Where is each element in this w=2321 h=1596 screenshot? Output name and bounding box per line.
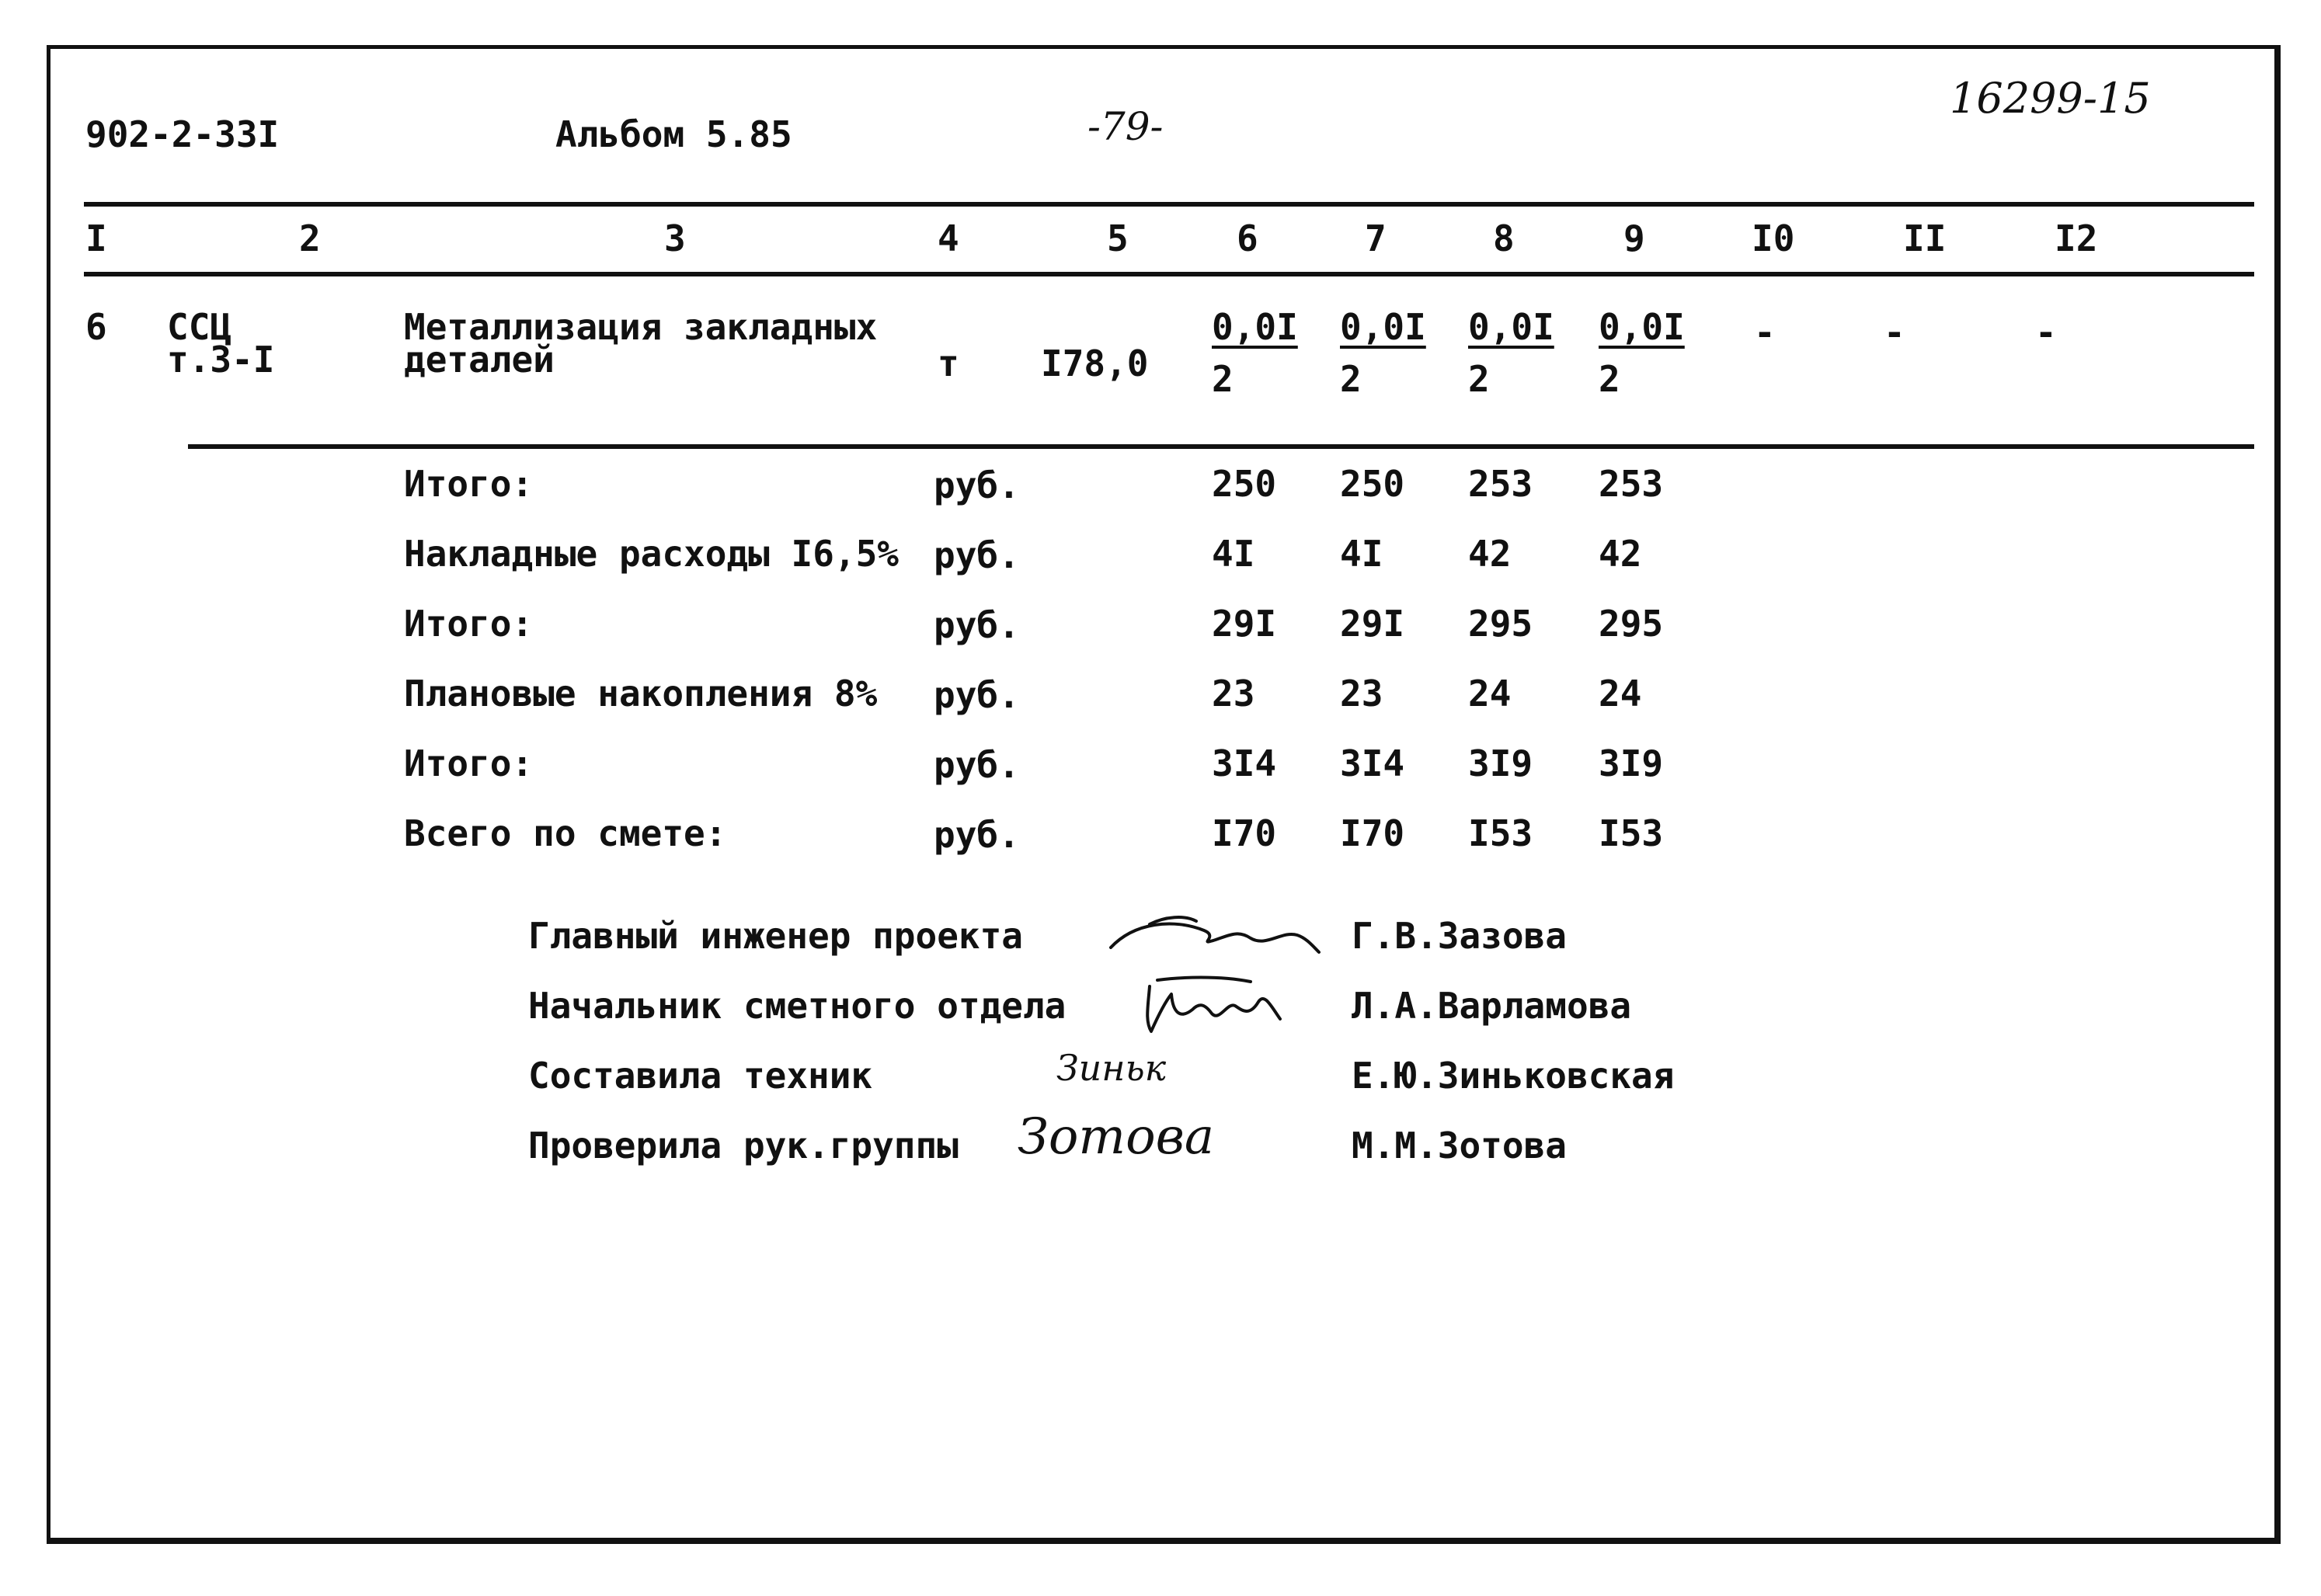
- header-top-rule: [84, 202, 2254, 207]
- fraction-bottom-col7: 2: [1340, 358, 1362, 400]
- total-1-col6: 250: [1212, 463, 1277, 505]
- col-header-7: 7: [1365, 217, 1387, 259]
- fraction-top-col9: 0,0I: [1599, 306, 1685, 348]
- page-number: -79-: [1087, 104, 1164, 149]
- total-3-col8: 295: [1468, 603, 1533, 645]
- col-header-8: 8: [1493, 217, 1515, 259]
- total-6-col6: I70: [1212, 812, 1277, 854]
- totals-top-rule: [188, 444, 2254, 449]
- signature-name-chief-engineer: Г.В.Зазова: [1352, 915, 1567, 957]
- header-bottom-rule: [84, 272, 2254, 276]
- total-unit-4: руб.: [934, 674, 1020, 716]
- fraction-top-col6: 0,0I: [1212, 306, 1298, 348]
- total-unit-6: руб.: [934, 814, 1020, 856]
- total-2-col9: 42: [1599, 533, 1642, 575]
- col-header-1: I: [85, 217, 107, 259]
- total-6-col7: I70: [1340, 812, 1405, 854]
- col-header-12: I2: [2055, 217, 2098, 259]
- total-6-col9: I53: [1599, 812, 1664, 854]
- total-label-1: Итого:: [404, 463, 534, 505]
- total-5-col7: 3I4: [1340, 742, 1405, 784]
- total-label-5: Итого:: [404, 742, 534, 784]
- total-3-col7: 29I: [1340, 603, 1405, 645]
- inventory-number: 16299-15: [1950, 74, 2151, 123]
- total-5-col9: 3I9: [1599, 742, 1664, 784]
- total-2-col8: 42: [1468, 533, 1512, 575]
- signature-estimate-head: [1134, 971, 1289, 1041]
- row-name-line1: Металлизация закладных: [404, 306, 878, 348]
- total-5-col8: 3I9: [1468, 742, 1533, 784]
- col-header-2: 2: [299, 217, 321, 259]
- signature-name-estimate-head: Л.А.Варламова: [1352, 985, 1632, 1027]
- col-header-3: 3: [664, 217, 686, 259]
- col-header-11: II: [1903, 217, 1947, 259]
- total-unit-5: руб.: [934, 744, 1020, 786]
- col-header-9: 9: [1623, 217, 1645, 259]
- signature-chief-engineer: [1103, 907, 1328, 961]
- fraction-bottom-col9: 2: [1599, 358, 1620, 400]
- total-1-col7: 250: [1340, 463, 1405, 505]
- total-2-col7: 4I: [1340, 533, 1383, 575]
- total-unit-3: руб.: [934, 604, 1020, 646]
- col-header-5: 5: [1107, 217, 1129, 259]
- fraction-bottom-col6: 2: [1212, 358, 1234, 400]
- row-unit: т: [938, 342, 959, 384]
- col-header-6: 6: [1237, 217, 1258, 259]
- signature-name-group-head: М.М.Зотова: [1352, 1125, 1567, 1167]
- fraction-bottom-col8: 2: [1468, 358, 1490, 400]
- page-frame: [47, 45, 2281, 1544]
- signature-group-head: Зотова: [1018, 1108, 1215, 1166]
- total-unit-1: руб.: [934, 464, 1020, 506]
- signature-role-chief-engineer: Главный инженер проекта: [528, 915, 1023, 957]
- total-label-2: Накладные расходы I6,5%: [404, 533, 899, 575]
- fraction-top-col8: 0,0I: [1468, 306, 1554, 348]
- total-3-col6: 29I: [1212, 603, 1277, 645]
- row-reference-line2: т.3-I: [167, 339, 275, 381]
- total-6-col8: I53: [1468, 812, 1533, 854]
- fraction-top-col7: 0,0I: [1340, 306, 1426, 348]
- signature-name-compiler: Е.Ю.Зиньковская: [1352, 1055, 1675, 1097]
- total-4-col7: 23: [1340, 673, 1383, 715]
- signature-role-group-head: Проверила рук.группы: [528, 1125, 959, 1167]
- col-header-4: 4: [938, 217, 959, 259]
- total-label-6: Всего по смете:: [404, 812, 727, 854]
- row-reference-line1: ССЦ: [167, 306, 232, 348]
- total-4-col6: 23: [1212, 673, 1255, 715]
- dash-col11: -: [1884, 311, 1905, 353]
- total-4-col9: 24: [1599, 673, 1642, 715]
- document-code: 902-2-33I: [85, 113, 280, 155]
- total-label-3: Итого:: [404, 603, 534, 645]
- total-2-col6: 4I: [1212, 533, 1255, 575]
- col-header-10: I0: [1752, 217, 1795, 259]
- row-price: I78,0: [1041, 342, 1149, 384]
- total-unit-2: руб.: [934, 534, 1020, 576]
- dash-col12: -: [2035, 311, 2057, 353]
- total-3-col9: 295: [1599, 603, 1664, 645]
- row-number: 6: [85, 306, 107, 348]
- row-name-line2: деталей: [404, 339, 555, 381]
- signature-role-estimate-head: Начальник сметного отдела: [528, 985, 1067, 1027]
- total-1-col9: 253: [1599, 463, 1664, 505]
- album-label: Альбом 5.85: [555, 113, 792, 155]
- total-1-col8: 253: [1468, 463, 1533, 505]
- total-label-4: Плановые накопления 8%: [404, 673, 878, 715]
- dash-col10: -: [1754, 311, 1776, 353]
- total-4-col8: 24: [1468, 673, 1512, 715]
- total-5-col6: 3I4: [1212, 742, 1277, 784]
- signature-compiler: Зиньк: [1056, 1047, 1167, 1089]
- signature-role-compiler: Составила техник: [528, 1055, 873, 1097]
